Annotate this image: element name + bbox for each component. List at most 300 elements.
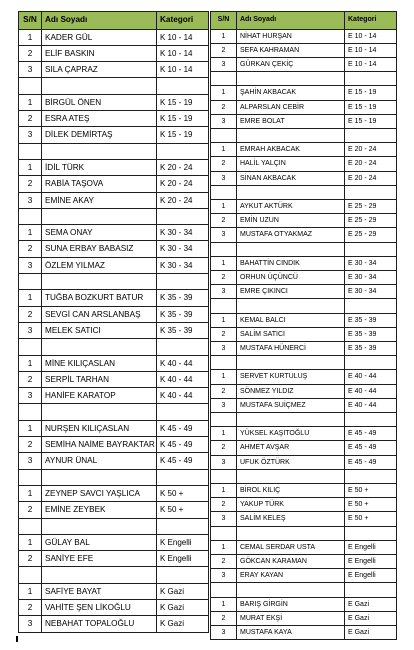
cell-category [157,143,209,159]
cell-category [157,567,209,583]
cell-category: K Engelli [157,534,209,550]
cell-category: E 10 - 14 [345,58,397,72]
cell-name: BARIŞ GİRGİN [237,597,345,611]
table-row [19,290,209,306]
cell-sn: 2 [19,551,42,567]
cell-sn [211,299,237,313]
cell-category: E 50 + [345,483,397,497]
cell-sn: 2 [19,437,42,453]
cell-sn: 3 [211,228,237,242]
cell-sn: 2 [211,498,237,512]
text-cursor [16,636,18,642]
cell-sn: 2 [19,111,42,127]
table-row [19,551,209,567]
table-row [211,327,397,341]
header-name: Adı Soyadı [42,12,157,30]
cell-sn: 1 [19,583,42,599]
header-sn: S/N [19,12,42,30]
cell-category: K Engelli [157,551,209,567]
cell-category: K 50 + [157,485,209,501]
cell-category: E 40 - 44 [345,384,397,398]
cell-sn [211,526,237,540]
cell-sn: 2 [211,441,237,455]
table-row [19,485,209,501]
cell-name: AYNUR ÜNAL [42,453,157,469]
cell-category: K 40 - 44 [157,388,209,404]
cell-category [157,404,209,420]
spacer-row [211,242,397,256]
table-row [211,455,397,469]
cell-sn [19,567,42,583]
cell-sn: 3 [211,341,237,355]
table-row [211,370,397,384]
cell-category: K 35 - 39 [157,322,209,338]
cell-sn: 2 [211,43,237,57]
table-row [211,313,397,327]
cell-name: SEMA ONAY [42,225,157,241]
cell-category: K Gazi [157,616,209,632]
table-row [211,86,397,100]
cell-category: K 15 - 19 [157,111,209,127]
cell-name [42,404,157,420]
cell-name [237,185,345,199]
table-row [19,62,209,78]
cell-category: K 35 - 39 [157,306,209,322]
cell-category: E 20 - 24 [345,157,397,171]
cell-sn [19,78,42,94]
table-row [19,29,209,45]
cell-name: MUSTAFA KAYA [237,625,345,639]
cell-category: K 20 - 24 [157,176,209,192]
spacer-row [19,143,209,159]
cell-name: SAFİYE BAYAT [42,583,157,599]
cell-sn: 3 [211,512,237,526]
cell-category: E Gazi [345,625,397,639]
table-row [19,94,209,110]
cell-category: E 50 + [345,512,397,526]
cell-sn [211,185,237,199]
spacer-row [19,208,209,224]
cell-name: CEMAL SERDAR USTA [237,540,345,554]
cell-sn: 1 [211,199,237,213]
table-row [19,322,209,338]
cell-category: E 25 - 29 [345,214,397,228]
cell-name: DİLEK DEMİRTAŞ [42,127,157,143]
cell-category: E 10 - 14 [345,29,397,43]
cell-sn [211,356,237,370]
cell-name [237,469,345,483]
cell-sn [19,143,42,159]
cell-sn: 2 [211,554,237,568]
cell-category: E 25 - 29 [345,228,397,242]
cell-name: BİROL KILIÇ [237,483,345,497]
cell-category: E 40 - 44 [345,398,397,412]
table-row [19,111,209,127]
cell-sn: 1 [211,483,237,497]
cell-category: K 35 - 39 [157,290,209,306]
cell-name: SÖNMEZ YILDIZ [237,384,345,398]
table-row [211,569,397,583]
cell-name: MUSTAFA HÜNERCİ [237,341,345,355]
cell-name [42,208,157,224]
cell-name: EMİN UZUN [237,214,345,228]
cell-name: GÖKCAN KARAMAN [237,554,345,568]
cell-sn: 3 [19,127,42,143]
cell-name: SILA ÇAPRAZ [42,62,157,78]
cell-name: SEMİHA NAİME BAYRAKTAR [42,437,157,453]
cell-sn: 1 [19,355,42,371]
cell-sn: 3 [211,625,237,639]
table-row [211,228,397,242]
table-row [211,171,397,185]
cell-category: K 30 - 34 [157,257,209,273]
cell-category [157,78,209,94]
cell-sn: 3 [19,616,42,632]
cell-sn: 3 [19,322,42,338]
table-row [19,502,209,518]
cell-category: E 40 - 44 [345,370,397,384]
table-row [211,29,397,43]
cell-sn [211,129,237,143]
cell-sn: 3 [211,285,237,299]
cell-category: E 35 - 39 [345,341,397,355]
cell-name: TUĞBA BOZKURT BATUR [42,290,157,306]
cell-category: E Gazi [345,597,397,611]
table-row [211,214,397,228]
cell-category: K 20 - 24 [157,159,209,175]
cell-category [345,242,397,256]
cell-name [237,299,345,313]
cell-category: E 35 - 39 [345,313,397,327]
table-row [19,388,209,404]
cell-name: YAKUP TÜRK [237,498,345,512]
table-row [19,45,209,61]
table-row [19,371,209,387]
spacer-row [211,412,397,426]
spacer-row [211,129,397,143]
spacer-row [211,583,397,597]
cell-name: UFUK ÖZTÜRK [237,455,345,469]
cell-name [237,412,345,426]
cell-category [345,526,397,540]
table-row [211,341,397,355]
cell-category: E 30 - 34 [345,270,397,284]
cell-sn: 3 [19,257,42,273]
cell-sn: 2 [211,214,237,228]
cell-sn [19,404,42,420]
cell-sn: 3 [211,569,237,583]
cell-sn: 2 [19,502,42,518]
left-results-table [18,11,209,633]
cell-category: E 30 - 34 [345,256,397,270]
cell-name: ERAY KAYAN [237,569,345,583]
spacer-row [19,274,209,290]
spacer-row [211,526,397,540]
cell-category [345,185,397,199]
table-row [211,256,397,270]
cell-name: GÜRKAN ÇEKİÇ [237,58,345,72]
cell-sn: 2 [211,270,237,284]
table-row [19,437,209,453]
spacer-row [19,567,209,583]
cell-name [42,518,157,534]
cell-sn: 1 [19,420,42,436]
cell-name: RABİA TAŞOVA [42,176,157,192]
cell-name: MURAT EKŞİ [237,611,345,625]
cell-sn: 3 [19,192,42,208]
table-row [19,159,209,175]
table-row [19,225,209,241]
cell-sn: 2 [211,157,237,171]
cell-sn: 3 [211,398,237,412]
table-row [19,306,209,322]
cell-name: ELİF BASKIN [42,45,157,61]
table-row [19,176,209,192]
table-row [211,611,397,625]
spacer-row [19,469,209,485]
cell-name: MİNE KILIÇASLAN [42,355,157,371]
cell-sn: 2 [211,611,237,625]
cell-sn [211,412,237,426]
cell-name: MELEK SATICI [42,322,157,338]
cell-name: NEBAHAT TOPALOĞLU [42,616,157,632]
cell-name [42,78,157,94]
cell-name: ÖZLEM YILMAZ [42,257,157,273]
cell-sn: 1 [211,597,237,611]
table-row [211,554,397,568]
cell-sn: 2 [19,371,42,387]
cell-category [157,274,209,290]
right-results-table [210,11,397,640]
cell-category: E 15 - 19 [345,86,397,100]
cell-category: E 20 - 24 [345,143,397,157]
cell-sn: 2 [19,599,42,615]
cell-name: SEFA KAHRAMAN [237,43,345,57]
table-header-row [19,12,209,30]
table-row [211,199,397,213]
cell-sn [211,242,237,256]
table-row [211,540,397,554]
table-row [211,114,397,128]
table-row [211,512,397,526]
cell-category: E Gazi [345,611,397,625]
cell-name: ALPARSLAN CEBİR [237,100,345,114]
cell-sn: 2 [211,100,237,114]
table-row [211,43,397,57]
cell-category: E 45 - 49 [345,441,397,455]
cell-name: NURŞEN KILIÇASLAN [42,420,157,436]
cell-sn [19,208,42,224]
cell-category: K 20 - 24 [157,192,209,208]
cell-category [345,129,397,143]
cell-sn [211,583,237,597]
cell-name: EMRE BOLAT [237,114,345,128]
cell-name [42,469,157,485]
spacer-row [19,78,209,94]
cell-name [237,583,345,597]
cell-name [42,339,157,355]
table-row [211,597,397,611]
cell-name: ŞAHİN AKBACAK [237,86,345,100]
cell-sn: 3 [211,455,237,469]
cell-sn: 1 [211,143,237,157]
cell-name: AHMET AVŞAR [237,441,345,455]
cell-sn: 2 [211,384,237,398]
cell-category: K 45 - 49 [157,420,209,436]
cell-sn: 1 [211,86,237,100]
cell-name: SANİYE EFE [42,551,157,567]
cell-name: SALİM SATICI [237,327,345,341]
cell-name: BAHATTİN CINDIK [237,256,345,270]
table-row [19,453,209,469]
table-row [19,257,209,273]
cell-category [345,356,397,370]
table-row [19,616,209,632]
cell-sn: 2 [211,327,237,341]
table-row [19,192,209,208]
cell-sn: 1 [19,485,42,501]
cell-name: SİNAN AKBACAK [237,171,345,185]
cell-name: HANİFE KARATOP [42,388,157,404]
cell-category: K 40 - 44 [157,355,209,371]
cell-name: YÜKSEL KAŞITOĞLU [237,427,345,441]
spacer-row [211,356,397,370]
cell-sn: 1 [19,534,42,550]
cell-category: E 15 - 19 [345,114,397,128]
table-row [211,427,397,441]
cell-category: K 10 - 14 [157,62,209,78]
cell-sn: 2 [19,241,42,257]
spacer-row [19,339,209,355]
cell-name: KADER GÜL [42,29,157,45]
cell-name [42,143,157,159]
table-row [19,534,209,550]
cell-name: MUSTAFA OTYAKMAZ [237,228,345,242]
cell-name [237,526,345,540]
cell-category: E 35 - 39 [345,327,397,341]
cell-name: ORHUN ÜÇÜNCÜ [237,270,345,284]
cell-category: E Engelli [345,569,397,583]
cell-sn: 2 [19,306,42,322]
cell-category: K Gazi [157,583,209,599]
cell-category [157,469,209,485]
cell-sn: 1 [19,225,42,241]
spacer-row [19,404,209,420]
cell-name: EMİNE ZEYBEK [42,502,157,518]
cell-name: HALİL YALÇIN [237,157,345,171]
table-row [211,498,397,512]
table-header-row [211,12,397,30]
header-name: Adı Soyadı [237,12,345,30]
table-row [211,398,397,412]
cell-sn: 1 [211,370,237,384]
cell-name [237,129,345,143]
table-row [211,285,397,299]
cell-sn [19,339,42,355]
cell-sn [19,274,42,290]
table-row [19,583,209,599]
cell-sn: 2 [19,45,42,61]
cell-name: EMİNE AKAY [42,192,157,208]
cell-name: SEVGİ CAN ARSLANBAŞ [42,306,157,322]
cell-category: K 15 - 19 [157,94,209,110]
cell-name: SERPİL TARHAN [42,371,157,387]
cell-category: E Engelli [345,554,397,568]
cell-sn [19,518,42,534]
table-row [211,384,397,398]
table-row [211,441,397,455]
cell-category: K 50 + [157,502,209,518]
cell-category: E 45 - 49 [345,455,397,469]
cell-category [157,518,209,534]
cell-sn [211,72,237,86]
cell-name [237,242,345,256]
cell-sn: 1 [19,29,42,45]
cell-category: E 15 - 19 [345,100,397,114]
cell-sn: 1 [211,29,237,43]
cell-category [345,469,397,483]
table-row [19,241,209,257]
cell-name: NİHAT HURŞAN [237,29,345,43]
cell-category: E 20 - 24 [345,171,397,185]
cell-category [157,339,209,355]
cell-name: GÜLAY BAL [42,534,157,550]
spacer-row [211,299,397,313]
spacer-row [211,185,397,199]
cell-name: EMRAH AKBACAK [237,143,345,157]
cell-sn [19,469,42,485]
table-row [19,355,209,371]
cell-category: E 25 - 29 [345,199,397,213]
table-row [19,127,209,143]
cell-name [237,356,345,370]
cell-sn: 3 [211,171,237,185]
cell-name: ZEYNEP SAVCI YAŞLICA [42,485,157,501]
cell-sn: 1 [19,159,42,175]
spacer-row [211,72,397,86]
table-row [211,270,397,284]
header-category: Kategori [157,12,209,30]
cell-sn: 1 [211,427,237,441]
cell-sn: 1 [211,256,237,270]
cell-category: K 10 - 14 [157,29,209,45]
cell-name: MUSTAFA SUİÇMEZ [237,398,345,412]
cell-name: VAHİTE ŞEN LİKOĞLU [42,599,157,615]
cell-category: K 40 - 44 [157,371,209,387]
header-sn: S/N [211,12,237,30]
table-row [211,483,397,497]
cell-name [42,567,157,583]
cell-sn [211,469,237,483]
cell-category: E Engelli [345,540,397,554]
cell-name: EMRE ÇIKINCI [237,285,345,299]
cell-category: K 45 - 49 [157,437,209,453]
cell-category [345,583,397,597]
cell-sn: 1 [19,94,42,110]
cell-name [42,274,157,290]
cell-sn: 3 [19,62,42,78]
cell-sn: 1 [19,290,42,306]
cell-category: K 10 - 14 [157,45,209,61]
cell-sn: 3 [211,58,237,72]
table-row [211,58,397,72]
cell-sn: 3 [211,114,237,128]
cell-sn: 3 [19,388,42,404]
table-row [19,599,209,615]
cell-category: K 30 - 34 [157,225,209,241]
spacer-row [211,469,397,483]
cell-category [345,412,397,426]
